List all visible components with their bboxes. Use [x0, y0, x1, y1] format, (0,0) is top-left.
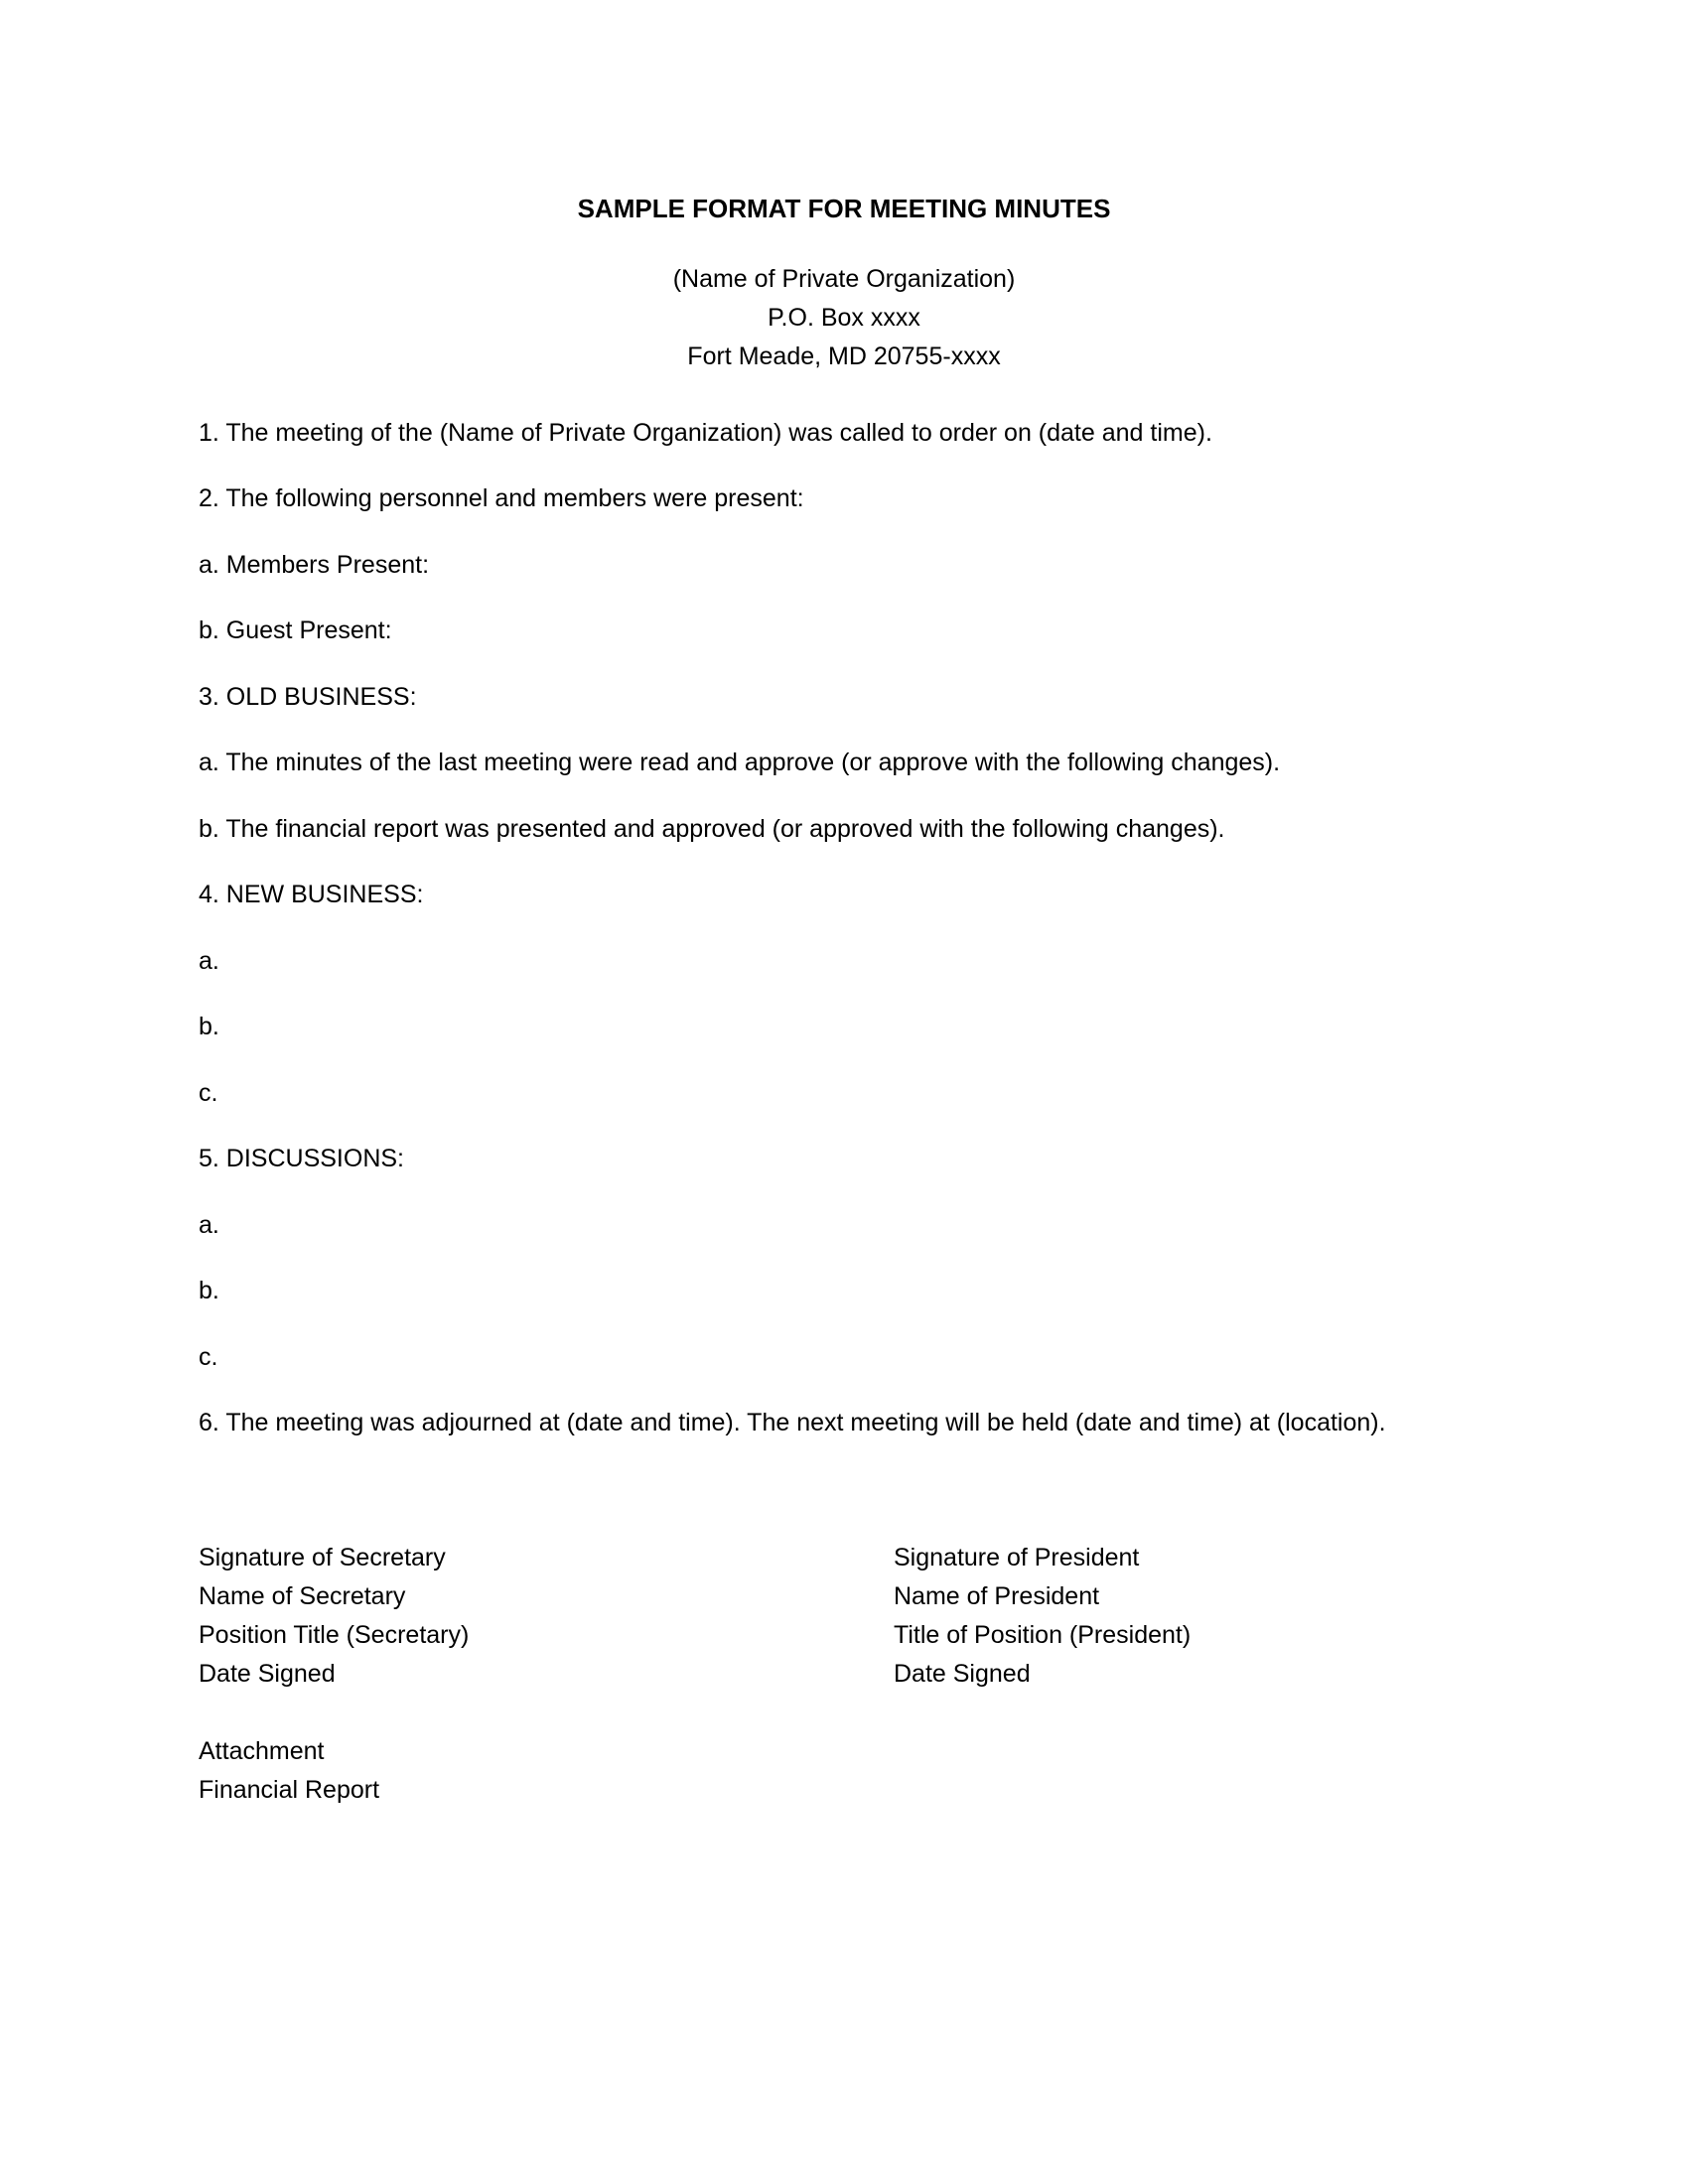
president-name-label: Name of President [894, 1582, 1100, 1610]
item-5c: c. [199, 1343, 218, 1371]
president-signature-block [894, 1539, 1191, 1694]
item-1-call-to-order: 1. The meeting of the (Name of Private Organization) was called to order on (date and time). [199, 419, 1212, 447]
organization-header [0, 260, 1688, 376]
organization-po-box: P.O. Box xxxx [768, 304, 920, 332]
secretary-signature-label: Signature of Secretary [199, 1544, 446, 1571]
item-4b: b. [199, 1013, 219, 1040]
organization-city-line: Fort Meade, MD 20755-xxxx [687, 342, 1001, 370]
organization-name: (Name of Private Organization) [672, 265, 1016, 293]
item-4a: a. [199, 947, 219, 975]
attachment-label: Attachment [199, 1737, 325, 1765]
item-3a-minutes: a. The minutes of the last meeting were read and approve (or approve with the following changes). [199, 749, 1281, 776]
item-3-old-business: 3. OLD BUSINESS: [199, 683, 417, 711]
president-date-label: Date Signed [894, 1660, 1031, 1688]
item-6-adjournment: 6. The meeting was adjourned at (date and time). The next meeting will be held (date and time) at (location). [199, 1409, 1386, 1436]
secretary-name-label: Name of Secretary [199, 1582, 406, 1610]
document-title: SAMPLE FORMAT FOR MEETING MINUTES [577, 194, 1111, 223]
item-5b: b. [199, 1277, 219, 1304]
attachment-block [199, 1732, 379, 1810]
item-2-attendance: 2. The following personnel and members were present: [199, 484, 804, 512]
item-2b-guest-present: b. Guest Present: [199, 616, 392, 644]
item-4-new-business: 4. NEW BUSINESS: [199, 881, 424, 908]
secretary-date-label: Date Signed [199, 1660, 336, 1688]
item-5a: a. [199, 1211, 219, 1239]
secretary-position-label: Position Title (Secretary) [199, 1621, 470, 1649]
president-position-label: Title of Position (President) [894, 1621, 1192, 1649]
item-4c: c. [199, 1079, 218, 1107]
item-2a-members-present: a. Members Present: [199, 551, 430, 579]
secretary-signature-block [199, 1539, 469, 1694]
president-signature-label: Signature of President [894, 1544, 1140, 1571]
item-3b-financial-report: b. The financial report was presented and approved (or approved with the following changes). [199, 815, 1225, 843]
attachment-financial-report: Financial Report [199, 1776, 380, 1804]
item-5-discussions: 5. DISCUSSIONS: [199, 1145, 404, 1172]
